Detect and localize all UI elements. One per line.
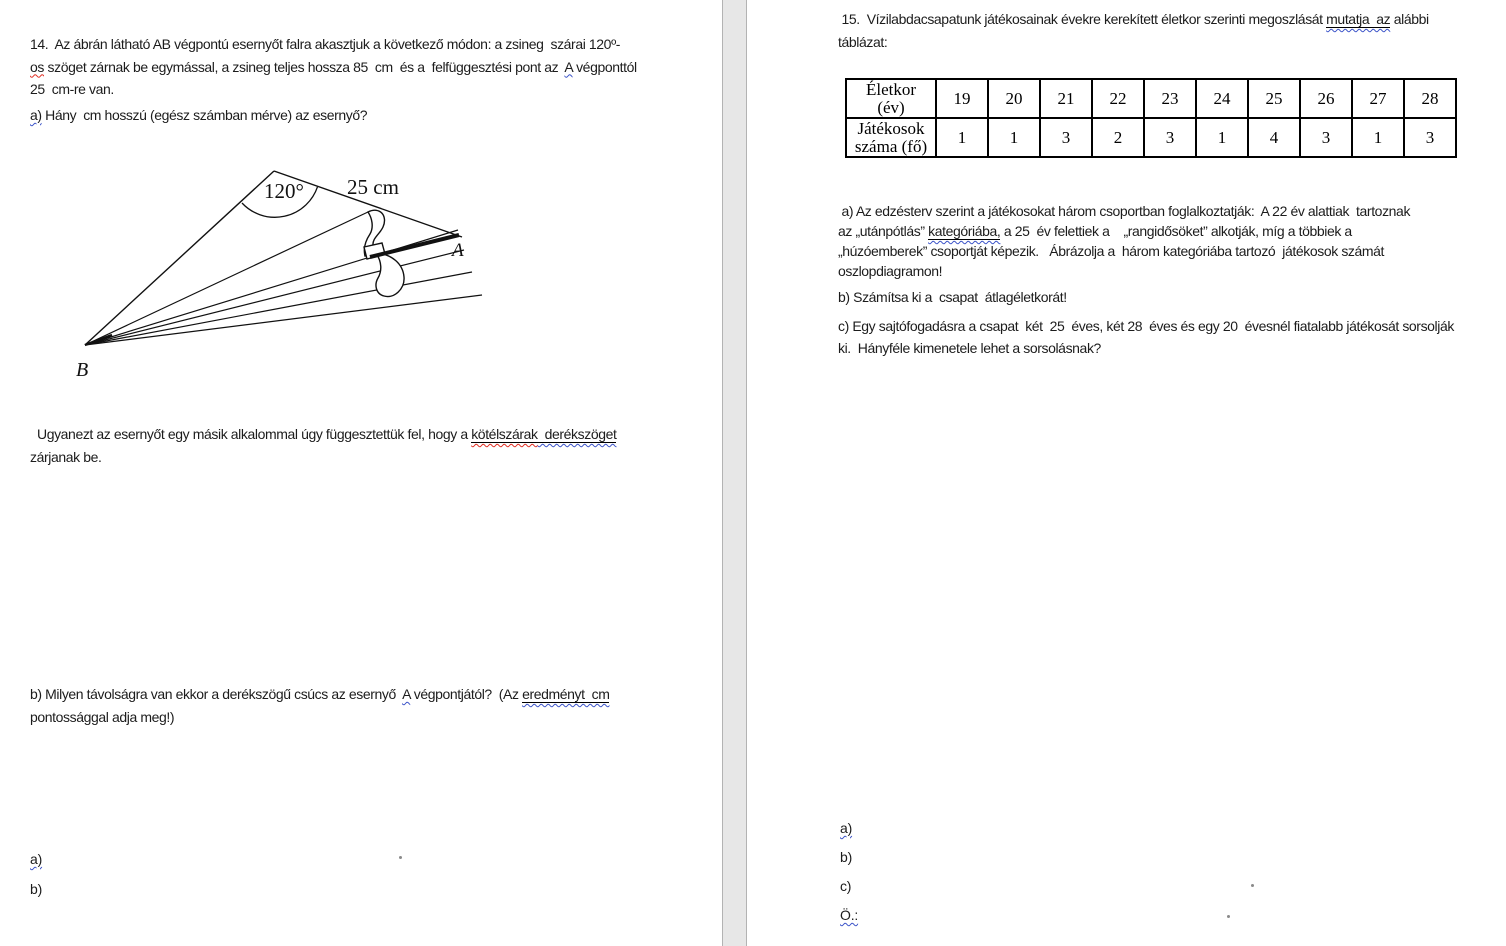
count-cell: 1 <box>988 118 1040 157</box>
count-cell: 1 <box>1196 118 1248 157</box>
stray-mark <box>399 856 402 859</box>
age-cell: 28 <box>1404 79 1456 118</box>
age-cell: 23 <box>1144 79 1196 118</box>
answer-line-points: Ö.: <box>840 907 859 923</box>
length-label: 25 cm <box>347 175 399 199</box>
table-header-players: Játékosok száma (fő) <box>846 118 936 157</box>
age-cell: 21 <box>1040 79 1092 118</box>
age-cell: 20 <box>988 79 1040 118</box>
umbrella-ribs <box>85 212 482 345</box>
answer-line-14a: a) <box>30 851 43 867</box>
age-cell: 25 <box>1248 79 1300 118</box>
umbrella-diagram <box>60 150 490 390</box>
page-gap <box>722 0 747 946</box>
table-row-counts <box>846 118 1456 157</box>
problem-15-text: 15. Vízilabdacsapatunk játékosainak évekre kerekített életkor szerinti megoszlását mutatja az alábbi táblázat: <box>838 11 1429 50</box>
age-cell: 19 <box>936 79 988 118</box>
count-cell: 1 <box>936 118 988 157</box>
table-header-age: Életkor (év) <box>846 79 936 118</box>
count-cell: 4 <box>1248 118 1300 157</box>
table-row-ages <box>846 79 1456 118</box>
question-14a: a) Hány cm hosszú (egész számban mérve) az esernyő? <box>30 107 368 123</box>
age-distribution-table <box>845 78 1457 158</box>
age-cell: 27 <box>1352 79 1404 118</box>
point-b-label: B <box>76 359 89 381</box>
question-15a: a) Az edzésterv szerint a játékosokat három csoportban foglalkoztatják: A 22 év alattiak tartoznak az „utánpótlás” kategóriába, a 25 év felettiek a „rangidősöket” alkotják, míg a többiek a „húzóemberek” csoportját képezik. Ábrázolja a három kategóriába tartozó játékosok számát oszlopdiagramon! <box>838 203 1411 279</box>
count-cell: 2 <box>1092 118 1144 157</box>
answer-line-14b: b) <box>30 881 43 897</box>
problem-14-text: 14. Az ábrán látható AB végpontú esernyőt falra akasztjuk a következő módon: a zsineg szárai 120º- os szöget zárnak be egymással, a zsineg teljes hossza 85 cm és a felfüggesztési pont az A végponttól 25 cm-re van. <box>30 36 637 97</box>
umbrella-diagram-svg <box>60 150 490 390</box>
stray-mark <box>1227 915 1230 918</box>
angle-label: 120° <box>264 179 304 203</box>
question-15c: c) Egy sajtófogadásra a csapat két 25 éves, két 28 éves és egy 20 évesnél fiatalabb játékosát sorsolják ki. Hányféle kimenetele lehet a sorsolásnak? <box>838 318 1454 356</box>
answer-line-15b: b) <box>840 849 853 865</box>
page-right[interactable] <box>748 0 1506 946</box>
page-left[interactable] <box>0 0 722 946</box>
age-cell: 22 <box>1092 79 1144 118</box>
age-cell: 26 <box>1300 79 1352 118</box>
count-cell: 3 <box>1404 118 1456 157</box>
stray-mark <box>1251 884 1254 887</box>
count-cell: 3 <box>1300 118 1352 157</box>
answer-line-15a: a) <box>840 820 853 836</box>
question-14b: b) Milyen távolságra van ekkor a derékszögű csúcs az esernyő A végpontjától? (Az eredményt cm pontossággal adja meg!) <box>30 686 610 725</box>
point-a-label: A <box>452 240 464 261</box>
question-15b: b) Számítsa ki a csapat átlagéletkorát! <box>838 289 1067 305</box>
problem-14-followup: Ugyanezt az esernyőt egy másik alkalommal úgy függesztettük fel, hogy a kötélszárak derékszöget zárjanak be. <box>30 426 617 465</box>
count-cell: 1 <box>1352 118 1404 157</box>
count-cell: 3 <box>1144 118 1196 157</box>
answer-line-15c: c) <box>840 878 852 894</box>
count-cell: 3 <box>1040 118 1092 157</box>
age-cell: 24 <box>1196 79 1248 118</box>
